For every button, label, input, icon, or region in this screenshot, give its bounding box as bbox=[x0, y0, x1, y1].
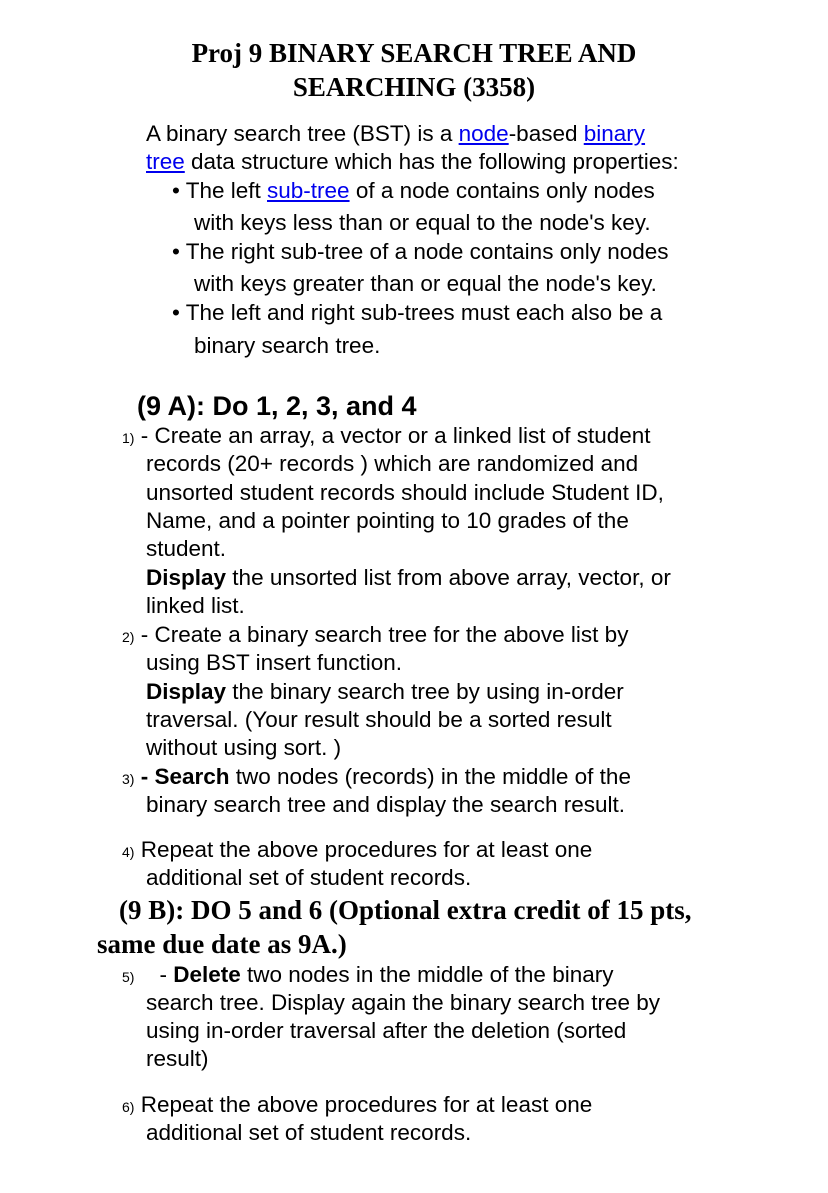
item-6-line-1 bbox=[122, 1091, 592, 1121]
node-link[interactable]: node bbox=[458, 121, 509, 146]
item-text: - Create an array, a vector or a linked list of student bbox=[134, 423, 651, 448]
item-text: the unsorted list from above array, vector, or bbox=[226, 565, 671, 590]
item-text: the binary search tree by using in-order bbox=[226, 679, 624, 704]
intro-line-2 bbox=[146, 148, 679, 176]
item-1-line-6 bbox=[146, 564, 671, 592]
page-title-line1: Proj 9 BINARY SEARCH TREE AND bbox=[191, 38, 637, 68]
item-1-line-2: records (20+ records ) which are randomized and bbox=[146, 451, 639, 476]
item-5-line-3: using in-order traversal after the deletion (sorted bbox=[146, 1018, 627, 1043]
section-b-heading-line2: same due date as 9A.) bbox=[97, 929, 347, 959]
item-text: two nodes (records) in the middle of the bbox=[229, 764, 631, 789]
item-2-line-3 bbox=[146, 678, 624, 706]
item-4-line-1 bbox=[122, 836, 592, 866]
item-1-line-1 bbox=[122, 422, 651, 452]
intro-line-1 bbox=[146, 120, 645, 148]
item-1-line-4: Name, and a pointer pointing to 10 grades of the bbox=[146, 508, 629, 533]
item-number: 2) bbox=[122, 629, 135, 645]
intro-text: A binary search tree (BST) is a bbox=[146, 121, 459, 146]
bullet-3-line-1: • The left and right sub-trees must each also be a bbox=[172, 300, 663, 325]
bullet-text: • The left bbox=[172, 178, 268, 203]
display-keyword: Display bbox=[146, 679, 227, 704]
item-text: - bbox=[134, 962, 174, 987]
delete-keyword: Delete bbox=[173, 962, 241, 987]
item-text: Repeat the above procedures for at least one bbox=[134, 837, 593, 862]
item-2-line-5: without using sort. ) bbox=[146, 735, 342, 760]
intro-text: -based bbox=[508, 121, 584, 146]
display-keyword: Display bbox=[146, 565, 227, 590]
item-3-line-1 bbox=[122, 763, 631, 793]
item-4-line-2: additional set of student records. bbox=[146, 865, 472, 890]
item-text: Repeat the above procedures for at least one bbox=[134, 1092, 593, 1117]
item-5-line-2: search tree. Display again the binary search tree by bbox=[146, 990, 661, 1015]
search-keyword: - Search bbox=[134, 764, 230, 789]
item-text: two nodes in the middle of the binary bbox=[240, 962, 614, 987]
bullet-2-line-1: • The right sub-tree of a node contains only nodes bbox=[172, 239, 669, 264]
intro-text: data structure which has the following properties: bbox=[184, 149, 679, 174]
section-b-heading-line1: (9 B): DO 5 and 6 (Optional extra credit of 15 pts, bbox=[119, 895, 692, 925]
item-number: 5) bbox=[122, 969, 135, 985]
item-1-line-3: unsorted student records should include Student ID, bbox=[146, 480, 664, 505]
item-3-line-2: binary search tree and display the search result. bbox=[146, 792, 626, 817]
item-number: 1) bbox=[122, 430, 135, 446]
item-number: 6) bbox=[122, 1099, 135, 1115]
item-2-line-1 bbox=[122, 621, 628, 651]
item-text: - Create a binary search tree for the above list by bbox=[134, 622, 629, 647]
item-6-line-2: additional set of student records. bbox=[146, 1120, 472, 1145]
page-title-line2: SEARCHING (3358) bbox=[292, 72, 536, 102]
sub-tree-link[interactable]: sub-tree bbox=[267, 178, 350, 203]
item-number: 4) bbox=[122, 844, 135, 860]
bullet-text: of a node contains only nodes bbox=[349, 178, 655, 203]
item-2-line-4: traversal. (Your result should be a sorted result bbox=[146, 707, 612, 732]
bullet-3-line-2: binary search tree. bbox=[194, 333, 381, 358]
binary-link[interactable]: binary bbox=[583, 121, 646, 146]
item-1-line-7: linked list. bbox=[146, 593, 245, 618]
tree-link[interactable]: tree bbox=[146, 149, 185, 174]
bullet-2-line-2: with keys greater than or equal the node's key. bbox=[194, 271, 657, 296]
item-5-line-4: result) bbox=[146, 1046, 209, 1071]
section-a-heading: (9 A): Do 1, 2, 3, and 4 bbox=[137, 391, 417, 421]
item-1-line-5: student. bbox=[146, 536, 227, 561]
bullet-1-line-2: with keys less than or equal to the node's key. bbox=[194, 210, 651, 235]
item-number: 3) bbox=[122, 771, 135, 787]
bullet-1-line-1 bbox=[172, 177, 655, 205]
item-2-line-2: using BST insert function. bbox=[146, 650, 402, 675]
item-5-line-1 bbox=[122, 961, 613, 991]
